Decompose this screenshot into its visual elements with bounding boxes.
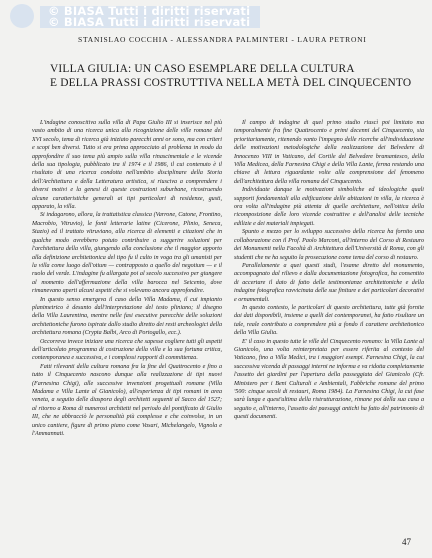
paragraph: Spunto e mezzo per lo sviluppo successivo della ricerca ha fornito una collaborazione con il Prof. Paolo Marconi, all'interno del Corso di Restauro dei Monumenti nella Facoltà di Architettura dell'Università di Roma, con gli studenti che ne ha seguito la prosecuzione come tema del corso di restauro. (234, 229, 424, 261)
paragraph: Il campo di indagine di quel primo studio riuscì poi limitato ma temporalmente fra fine Quattrocento e primi decenni del Cinquecento, sia prioritariamente, ritenendo vanto l'impegno delle ricerche all'individuazione delle motivazioni metodologiche della realizzazione dei Belvedere di Innocenzo VIII in Vaticano, del Cortile del Belvedere bramantesco, della Villa Medicea, della Farnesina Chigi e della Villa Lante, ferma restando una chiave di lettura riguardante volte alla comprensione del fenomeno dell'architettura della villa romana del Cinquecento. (234, 120, 424, 185)
paragraph: In questo senso emergeva il caso della Villa Madama, il cui impianto planimetrico è desunto dall'interpretazione del testo pliniano; il disegno della Villa Laurentina, mentre nelle fasi esecutive parecchie delle soluzioni architettoniche furono ispirate dallo studio diretto dei resti archeologici della architettura romana (Crypta Balbi, Arco di Portogallo, ecc.). (32, 296, 222, 337)
watermark-line-1: © BIASA Tutti i diritti riservati (48, 6, 251, 18)
paragraph: Individuate dunque le motivazioni simboliche ed ideologiche quali supporti fondamentali alla edificazione delle abitazioni in villa, la ricerca è ora volta all'indagine più attenta di quelle architetture, nell'ottica della ricomposizione delle loro vicende costruttive e dell'analisi delle tecniche edilizie e dei materiali impiegati. (234, 187, 424, 227)
watermark-logo-icon (10, 4, 34, 28)
paragraph: Occorreva invece iniziare una ricerca che sapesse cogliere tutti gli aspetti dell'articolato programma di costruzione della villa e la sua fortuna critica, contemporanea e successiva, e i complessi rapporti di committenza. (32, 338, 222, 362)
title-line-2: E DELLA PRASSI COSTRUTTIVA NELLA METÀ DEL CINQUECENTO (50, 77, 412, 89)
paragraph: L'indagine conoscitiva sulla villa di Papa Giulio III si inserisce nel più vasto ambito di una ricerca unica alla ricognizione delle ville romane del XVI secolo, tema di ricerca già iniziato parecchi anni or sono, ma con criteri e scopi ben diversi. Tutto si era prima approcciato al problema in modo da approfondire il suo tema più ampio sulla villa rinascimentale e le vicende della sua tipologia, pubblicato tra il 1974 e il 1986, il cui contenuto è il risultato di una ricerca condotta nell'ambito disciplinare della Storia dell'Architettura e della Letteratura artistica, si riusciva a comprendere i diversi motivi e la genesi di queste costruzioni suburbane, ricostruendo alcune caratteristiche generali ai tipi particolari di residenze, gusti, apparato, la villa. (32, 120, 222, 211)
page-number: 47 (402, 537, 411, 547)
watermark-line-2: © BIASA Tutti i diritti riservati (48, 15, 251, 28)
article-title (50, 62, 412, 90)
title-line-1: VILLA GIULIA: UN CASO ESEMPLARE DELLA CULTURA (50, 63, 355, 75)
paragraph: Si indagarono, allora, la trattatistica classica (Varrone, Catone, Frontino, Macrobio, Vitruvio), le fonti letterarie latine (Cicerone, Plinio, Seneca, Stazio) ed il trattato vitruviano, alla ricerca di elementi e citazioni che in qualche modo avrebbero potuto contribuire a suggerire soluzioni per l'architettura della villa, giungendo alla conclusione che il maggior apporto alla definizione architettonica del tipo fu il culto in voga tra gli umanisti per la villa come luogo dell'otium — contrapposto a quello del negotium — e il ruolo del verde. L'indagine fu allargata poi al secolo successivo per giungere al momento dell'affermazione della villa barocca nel Seicento, dove rimanevano aperti alcuni aspetti che si volevano ancora approfondire. (32, 212, 222, 295)
text-column-right (234, 119, 424, 549)
authors-line: STANISLAO COCCHIA - ALESSANDRA PALMINTERI - LAURA PETRONI (78, 35, 367, 44)
watermark-banner (40, 6, 260, 28)
paragraph: Parallelamente a quei questi studi, l'esame diretto del monumento, accompagnato dal rilievo e dalla documentazione fotografica, ha consentito di accertare il dato di fatto delle testimonianze architettoniche e della indagine fotografica ravvicinata delle sue finiture e dei particolari decorativi e ornamentali. (234, 262, 424, 303)
paragraph: Fatti rilevanti della cultura romana fra la fine del Quattrocento e fino a tutto il Cinquecento nascono dunque alla realizzazione di tipi nuovi (Farnesina Chigi), alle successive invenzioni progettuali romane (Villa Madama e Villa Lante al Gianicolo), all'esperienza di tipi romani in area veneta, a seguito delle diaspora degli architetti seguenti al Sacco del 1527; al ritorno a Roma di numerosi architetti nel periodo del pontificato di Giulio III, che ne abbracciò le personalità più complesse e che coinvolse, in un unico cantiere, figure di primo piano come Vasari, Michelangelo, Vignola e l'Ammannati. (32, 363, 222, 438)
paragraph: In questo contesto, le particolari di questo architettura, tutte già fornite dai dati disponibili, insieme a quelli dei contemporanei, ha fatto risultare un tale, reale contributo a comprendere più a fondo il carattere architettonico della Villa Giulia. (234, 304, 424, 337)
paragraph: E' il caso in questo tutte le ville del Cinquecento romano: la Villa Lante al Gianicolo, una volta reinterpretata per essere riferita al contesto del Vaticano, fino a Villa Medici, tra i maggiori esempi. Farnesina Chigi, la cui successiva vicenda di passaggi interni ne informa e va ridotta completamente l'assetto dei giardini per l'apertura della passeggiata del Gianicolo (Cfr. Ministero per i Beni Culturali e Ambientali, Fabbriche romane del primo '500: cinque secoli di restauri, Roma 1984). La Farnesina Chigi, la cui fase sarà lunga e quest'ultima della ristrutturazione, rimane poi della sua casa a seguito e, all'interno, l'assetto dei paesaggi antichi ha fatto del patrimonio di questi documenti. (234, 338, 424, 421)
text-column-left (32, 119, 222, 549)
